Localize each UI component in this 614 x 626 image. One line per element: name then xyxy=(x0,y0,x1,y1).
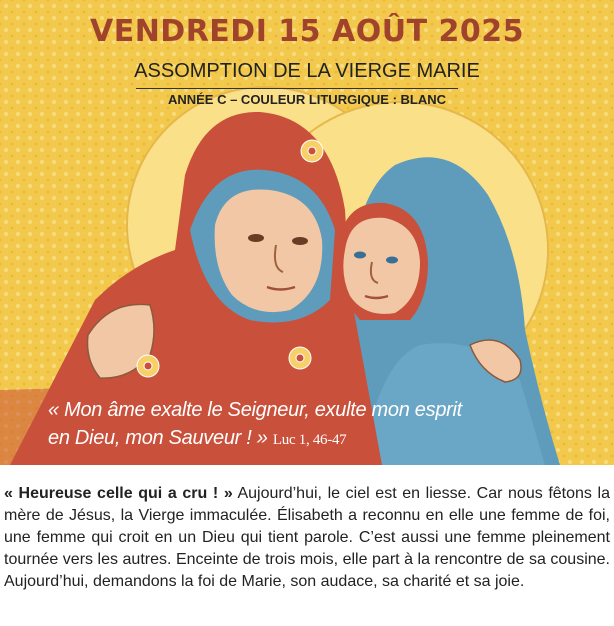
scripture-quote xyxy=(48,396,488,454)
meditation-body: Aujourd’hui, le ciel est en liesse. Car nous fêtons la mère de Jésus, la Vierge immaculée. Élisabeth a reconnu en elle une femme de foi, une femme qui croit en un Dieu qui tient parole. C’est aussi une femme pleinement tournée vers les autres. Enceinte de trois mois, elle part à la rencontre de sa cousine. Aujourd’hui, demandons la foi de Marie, son audace, sa charité et sa joie. xyxy=(4,485,610,590)
feast-title: ASSOMPTION DE LA VIERGE MARIE xyxy=(134,60,480,82)
liturgical-info: ANNÉE C – COULEUR LITURGIQUE : BLANC xyxy=(167,92,447,107)
title-divider xyxy=(136,88,458,89)
meditation-text xyxy=(4,483,610,593)
date-heading: VENDREDI 15 AOÛT 2025 xyxy=(89,14,524,49)
quote-reference: Luc 1, 46-47 xyxy=(272,432,347,448)
quote-text: « Mon âme exalte le Seigneur, exulte mon esprit en Dieu, mon Sauveur ! » xyxy=(48,399,462,449)
meditation-lead: « Heureuse celle qui a cru ! » xyxy=(4,485,233,502)
